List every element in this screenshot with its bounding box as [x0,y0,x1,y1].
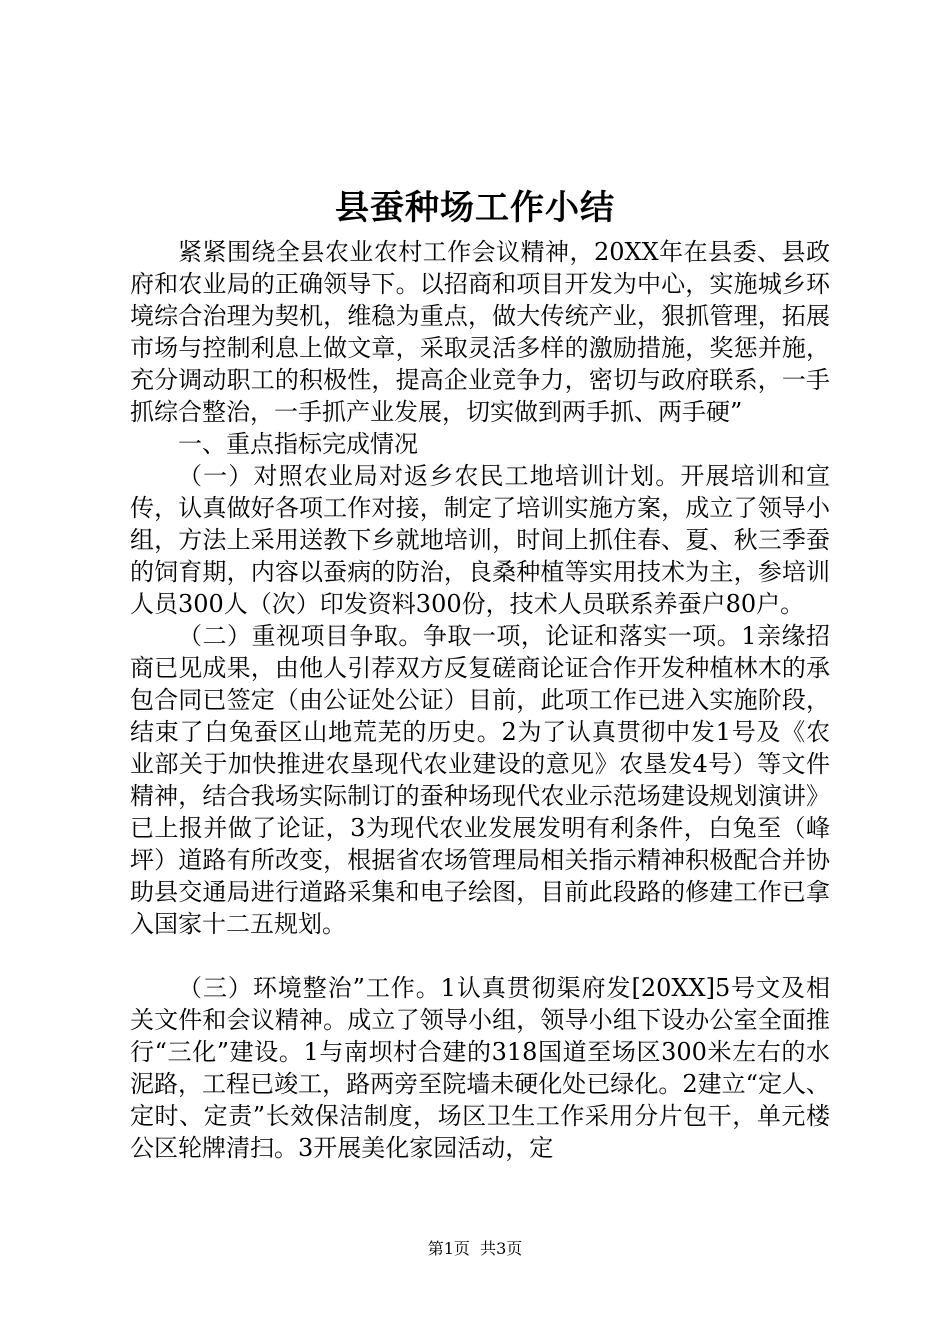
page-footer [0,1238,950,1260]
section-heading: 一、重点指标完成情况 [178,430,418,458]
document-title: 县蚕种场工作小结 [335,188,615,228]
page-number: 第1页 共3页 [427,1239,523,1258]
paragraph-intro: 紧紧围绕全县农业农村工作会议精神，20XX年在县委、县政府和农业局的正确领导下。以招商和项目开发为中心，实施城乡环境综合治理为契机，维稳为重点，做大传统产业，狠抓管理，拓展市场与控制利息上做文章，采取灵活多样的激励措施，奖惩并施，充分调动职工的积极性，提高企业竞争力，密切与政府联系，一手抓综合整治，一手抓产业发展，切实做到两手抓、两手硬” [130,238,830,426]
paragraph-item-2: （二）重视项目争取。争取一项，论证和落实一项。1亲缘招商已见成果，由他人引荐双方反复磋商论证合作开发种植林木的承包合同已签定（由公证处公证）目前，此项工作已进入实施阶段，结束了白兔蚕区山地荒芜的历史。2为了认真贯彻中发1号及《农业部关于加快推进农垦现代农业建设的意见》农垦发4号）等文件精神，结合我场实际制订的蚕种场现代农业示范场建设规划演讲》已上报并做了论证，3为现代农业发展发明有利条件，白兔至（峰坪）道路有所改变，根据省农场管理局相关指示精神积极配合并协助县交通局进行道路采集和电子绘图，目前此段路的修建工作已拿入国家十二五规划。 [130,622,830,938]
document-body [130,236,830,1164]
paragraph-item-3: （三）环境整治”工作。1认真贯彻渠府发[20XX]5号文及相关文件和会议精神。成立了领导小组，领导小组下设办公室全面推行“三化”建设。1与南坝村合建的318国道至场区300米左右的水泥路，工程已竣工，路两旁至院墙未硬化处已绿化。2建立“定人、定时、定责”长效保洁制度，场区卫生工作采用分片包干，单元楼公区轮牌清扫。3开展美化家园活动，定 [130,974,830,1162]
paragraph-item-1: （一）对照农业局对返乡农民工地培训计划。开展培训和宣传，认真做好各项工作对接，制定了培训实施方案，成立了领导小组，方法上采用送教下乡就地培训，时间上抓住春、夏、秋三季蚕的饲育期，内容以蚕病的防治，良桑种植等实用技术为主，参培训人员300人（次）印发资料300份，技术人员联系养蚕户80户。 [130,462,830,618]
